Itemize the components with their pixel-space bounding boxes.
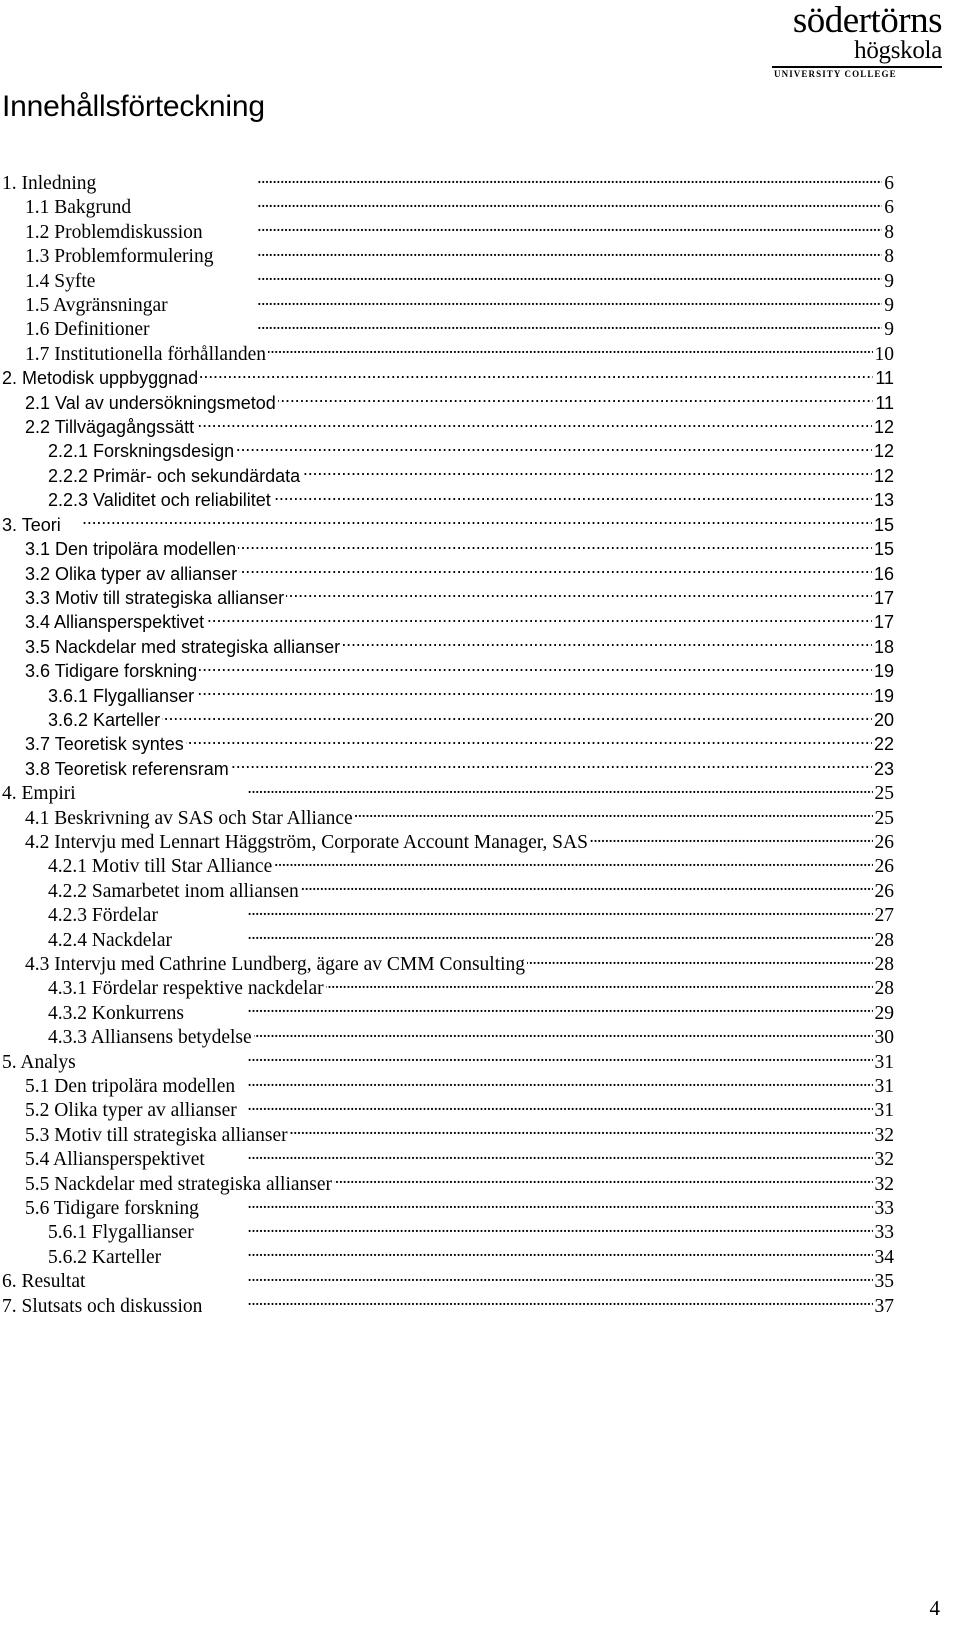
toc-entry-label: 3.7 Teoretisk syntes <box>25 734 184 755</box>
toc-entry-label: 1.5 Avgränsningar <box>25 295 168 317</box>
toc-entry-page: 17 <box>873 587 894 608</box>
toc-entry-label: 4.2.3 Fördelar <box>48 905 158 927</box>
toc-entry-page: 20 <box>873 709 894 730</box>
university-logo <box>772 0 942 80</box>
toc-dot-leader <box>78 1044 873 1068</box>
toc-entry[interactable] <box>2 873 894 902</box>
logo-wordmark: södertörns <box>792 0 942 41</box>
toc-entry[interactable] <box>2 1288 894 1317</box>
toc-entry[interactable] <box>2 775 894 805</box>
toc-entry[interactable] <box>2 1239 894 1268</box>
toc-entry-label: 3.8 Teoretisk referensram <box>25 758 229 779</box>
toc-entry-label: 2.2.3 Validitet och reliabilitet <box>48 490 271 511</box>
toc-dot-leader <box>239 556 872 580</box>
toc-entry-page: 11 <box>875 392 894 413</box>
toc-entry-page: 31 <box>874 1100 894 1122</box>
toc-entry-label: 2.2.2 Primär- och sekundärdata <box>48 465 301 486</box>
toc-entry[interactable] <box>2 604 894 633</box>
toc-entry-label: 5.6.1 Flygallianser <box>48 1222 194 1244</box>
toc-entry-label: 5.6 Tidigare forskning <box>25 1198 199 1220</box>
toc-dot-leader <box>97 263 882 287</box>
toc-entry[interactable] <box>2 580 894 608</box>
toc-entry[interactable] <box>2 897 894 927</box>
toc-dot-leader <box>186 726 872 750</box>
toc-entry-page: 15 <box>873 514 894 535</box>
table-of-contents <box>2 165 894 1317</box>
toc-entry[interactable] <box>2 995 894 1024</box>
toc-dot-leader <box>196 1214 873 1238</box>
toc-entry-page: 16 <box>873 563 894 584</box>
toc-dot-leader <box>170 287 883 311</box>
toc-dot-leader <box>274 848 872 872</box>
toc-entry-page: 8 <box>884 246 894 268</box>
toc-dot-leader <box>590 824 873 848</box>
toc-entry-page: 17 <box>873 612 894 633</box>
toc-entry[interactable] <box>2 482 894 511</box>
toc-entry[interactable] <box>2 1214 894 1244</box>
toc-entry-page: 9 <box>884 295 894 317</box>
toc-dot-leader <box>215 238 882 262</box>
toc-dot-leader <box>302 458 872 482</box>
toc-entry[interactable] <box>2 970 894 1000</box>
toc-entry-label: 5.2 Olika typer av allianser <box>25 1100 237 1122</box>
toc-entry[interactable] <box>2 653 894 682</box>
toc-entry-page: 18 <box>873 636 894 657</box>
toc-entry-page: 31 <box>874 1051 894 1073</box>
toc-entry-page: 22 <box>873 734 894 755</box>
toc-entry[interactable] <box>2 263 894 292</box>
toc-dot-leader <box>133 189 882 213</box>
toc-entry[interactable] <box>2 848 894 878</box>
toc-dot-leader <box>238 531 872 555</box>
toc-entry-label: 5. Analys <box>2 1051 76 1073</box>
toc-entry-page: 9 <box>884 270 894 292</box>
toc-entry[interactable] <box>2 751 894 779</box>
toc-entry-page: 19 <box>873 661 894 682</box>
toc-entry-page: 29 <box>874 1002 894 1024</box>
toc-entry-page: 12 <box>873 465 894 486</box>
toc-entry[interactable] <box>2 629 894 657</box>
toc-entry-label: 3.4 Alliansperspektivet <box>25 612 205 633</box>
toc-entry-label: 7. Slutsats och diskussion <box>2 1295 203 1317</box>
toc-entry-label: 3.2 Olika typer av allianser <box>25 563 238 584</box>
toc-entry-label: 5.4 Alliansperspektivet <box>25 1149 205 1171</box>
toc-entry[interactable] <box>2 189 894 219</box>
toc-entry-label: 3.6.2 Karteller <box>48 709 161 730</box>
toc-entry[interactable] <box>2 214 894 243</box>
toc-dot-leader <box>301 873 873 897</box>
toc-entry-label: 3.5 Nackdelar med strategiska allianser <box>25 636 341 657</box>
toc-entry-label: 4.2.2 Samarbetet inom alliansen <box>48 880 299 902</box>
toc-dot-leader <box>355 800 873 824</box>
toc-entry[interactable] <box>2 409 894 438</box>
toc-entry-label: 5.3 Motiv till strategiska allianser <box>25 1124 288 1146</box>
toc-dot-leader <box>286 580 872 604</box>
toc-entry-page: 28 <box>874 978 894 1000</box>
toc-entry-label: 1.1 Bakgrund <box>25 197 132 219</box>
toc-dot-leader <box>160 897 873 921</box>
toc-dot-leader <box>87 1263 872 1287</box>
toc-entry[interactable] <box>2 385 894 413</box>
toc-dot-leader <box>206 604 872 628</box>
toc-dot-leader <box>231 751 872 775</box>
toc-entry-label: 1.6 Definitioner <box>25 319 150 341</box>
toc-entry-page: 12 <box>873 441 894 462</box>
toc-entry-page: 32 <box>874 1124 894 1146</box>
toc-entry-label: 4. Empiri <box>2 783 76 805</box>
toc-entry-label: 3.6.1 Flygallianser <box>48 685 195 706</box>
toc-dot-leader <box>152 311 883 335</box>
toc-entry[interactable] <box>2 1190 894 1220</box>
toc-entry-label: 2.1 Val av undersökningsmetod <box>25 392 276 413</box>
toc-dot-leader <box>78 775 873 799</box>
toc-entry[interactable] <box>2 311 894 341</box>
toc-entry[interactable] <box>2 360 894 389</box>
toc-entry-page: 27 <box>874 905 894 927</box>
toc-entry-page: 15 <box>873 539 894 560</box>
toc-entry[interactable] <box>2 433 894 462</box>
toc-dot-leader <box>239 1092 873 1116</box>
toc-entry[interactable] <box>2 922 894 951</box>
toc-entry-page: 9 <box>884 319 894 341</box>
toc-dot-leader <box>290 1117 873 1141</box>
logo-tagline: UNIVERSITY COLLEGE <box>774 69 897 79</box>
toc-entry-page: 11 <box>875 368 894 389</box>
toc-entry[interactable] <box>2 1019 894 1049</box>
toc-title: Innehållsförteckning <box>2 90 265 123</box>
toc-entry[interactable] <box>2 726 894 755</box>
toc-entry-page: 34 <box>874 1246 894 1268</box>
toc-entry-label: 2.2 Tillvägagångssätt <box>25 417 195 438</box>
toc-entry[interactable] <box>2 238 894 268</box>
toc-entry-page: 26 <box>874 856 894 878</box>
toc-entry-page: 26 <box>874 831 894 853</box>
toc-entry-label: 6. Resultat <box>2 1271 86 1293</box>
toc-entry-label: 4.3.3 Alliansens betydelse <box>48 1027 252 1049</box>
toc-entry[interactable] <box>2 1117 894 1146</box>
toc-entry[interactable] <box>2 1092 894 1122</box>
toc-entry-label: 2.2.1 Forskningsdesign <box>48 441 235 462</box>
toc-entry-page: 30 <box>874 1027 894 1049</box>
toc-entry-page: 28 <box>874 954 894 975</box>
toc-dot-leader <box>326 970 873 994</box>
toc-entry[interactable] <box>2 556 894 584</box>
toc-entry-page: 10 <box>874 343 894 365</box>
toc-entry-label: 5.1 Den tripolära modellen <box>25 1076 236 1098</box>
toc-entry-page: 33 <box>874 1222 894 1244</box>
toc-entry[interactable] <box>2 1141 894 1171</box>
toc-dot-leader <box>268 336 873 360</box>
toc-entry-label: 5.6.2 Karteller <box>48 1246 162 1268</box>
toc-entry-label: 4.1 Beskrivning av SAS och Star Alliance <box>25 807 353 829</box>
page-number: 4 <box>929 1596 940 1620</box>
toc-entry-page: 12 <box>873 417 894 438</box>
toc-entry-label: 4.3.1 Fördelar respektive nackdelar <box>48 978 324 1000</box>
toc-dot-leader <box>334 1166 872 1190</box>
toc-entry-label: 4.2 Intervju med Lennart Häggström, Corporate Account Manager, SAS <box>25 831 588 853</box>
toc-dot-leader <box>204 1288 872 1312</box>
logo-subtitle: högskola <box>854 37 942 64</box>
toc-dot-leader <box>236 433 872 457</box>
toc-dot-leader <box>342 629 872 653</box>
toc-entry[interactable] <box>2 946 894 975</box>
toc-entry-page: 32 <box>874 1149 894 1171</box>
toc-entry-label: 2. Metodisk uppbyggnad <box>2 368 199 389</box>
toc-entry[interactable] <box>2 1068 894 1098</box>
toc-entry-page: 6 <box>884 197 894 219</box>
toc-dot-leader <box>63 507 872 531</box>
toc-dot-leader <box>237 1068 872 1092</box>
toc-entry-page: 19 <box>873 685 894 706</box>
toc-entry-label: 4.3.2 Konkurrens <box>48 1002 184 1024</box>
toc-entry-page: 25 <box>874 783 894 805</box>
toc-entry-label: 1.4 Syfte <box>25 270 96 292</box>
toc-dot-leader <box>98 165 882 189</box>
toc-entry[interactable] <box>2 507 894 535</box>
toc-entry[interactable] <box>2 287 894 317</box>
toc-entry[interactable] <box>2 336 894 365</box>
toc-dot-leader <box>163 1239 872 1263</box>
toc-entry[interactable] <box>2 1044 894 1073</box>
toc-dot-leader <box>527 946 872 970</box>
toc-dot-leader <box>196 409 872 433</box>
toc-dot-leader <box>273 482 872 506</box>
toc-entry-label: 1.3 Problemformulering <box>25 246 214 268</box>
toc-dot-leader <box>278 385 873 409</box>
toc-entry-label: 3.3 Motiv till strategiska allianser <box>25 587 285 608</box>
toc-entry-page: 6 <box>884 173 894 194</box>
toc-entry[interactable] <box>2 824 894 853</box>
toc-entry-page: 37 <box>874 1295 894 1317</box>
toc-dot-leader <box>162 702 872 726</box>
toc-entry-label: 4.2.4 Nackdelar <box>48 929 172 951</box>
toc-entry[interactable] <box>2 1166 894 1195</box>
toc-dot-leader <box>205 214 883 238</box>
toc-entry-page: 31 <box>874 1076 894 1098</box>
toc-entry-label: 3.1 Den tripolära modellen <box>25 539 237 560</box>
toc-entry[interactable] <box>2 702 894 730</box>
toc-entry-page: 13 <box>873 490 894 511</box>
toc-entry-page: 35 <box>874 1271 894 1293</box>
toc-entry-page: 33 <box>874 1198 894 1220</box>
toc-entry[interactable] <box>2 458 894 486</box>
toc-dot-leader <box>200 360 873 384</box>
toc-entry-label: 4.3 Intervju med Cathrine Lundberg, ägare av CMM Consulting <box>25 954 526 975</box>
toc-entry[interactable] <box>2 1263 894 1293</box>
toc-entry[interactable] <box>2 678 894 706</box>
toc-entry-page: 32 <box>874 1173 894 1195</box>
toc-entry-label: 3. Teori <box>2 514 61 535</box>
toc-entry-page: 25 <box>874 807 894 829</box>
toc-entry[interactable] <box>2 800 894 829</box>
toc-dot-leader <box>174 922 873 946</box>
toc-entry-label: 5.5 Nackdelar med strategiska allianser <box>25 1173 333 1195</box>
toc-entry[interactable] <box>2 531 894 560</box>
toc-entry-label: 3.6 Tidigare forskning <box>25 661 198 682</box>
toc-dot-leader <box>207 1141 873 1165</box>
toc-dot-leader <box>201 1190 873 1214</box>
toc-entry[interactable] <box>2 165 894 194</box>
toc-entry-label: 1.7 Institutionella förhållanden <box>25 343 266 365</box>
toc-entry-label: 4.2.1 Motiv till Star Alliance <box>48 856 273 878</box>
toc-dot-leader <box>254 1019 873 1043</box>
toc-entry-label: 1. Inledning <box>2 173 97 194</box>
toc-entry-page: 28 <box>874 929 894 951</box>
toc-entry-page: 8 <box>884 221 894 243</box>
toc-entry-page: 26 <box>874 880 894 902</box>
toc-entry-label: 1.2 Problemdiskussion <box>25 221 203 243</box>
toc-dot-leader <box>199 653 872 677</box>
toc-dot-leader <box>196 678 872 702</box>
toc-entry-page: 23 <box>873 758 894 779</box>
toc-dot-leader <box>186 995 873 1019</box>
